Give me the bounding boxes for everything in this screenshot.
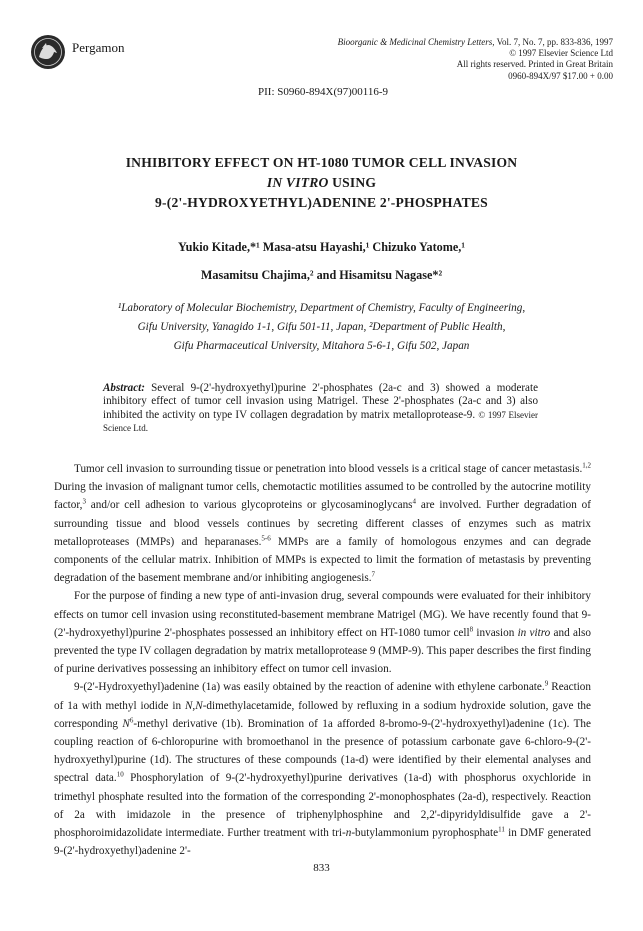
- authors: [0, 233, 643, 289]
- p3-text-i: -butylammonium pyrophosphate: [351, 827, 499, 840]
- title-italic: IN VITRO: [266, 175, 329, 190]
- affiliation-line-3: Gifu Pharmaceutical University, Mitahora 5-6-1, Gifu 502, Japan: [173, 340, 470, 352]
- title-line-2-rest: USING: [332, 175, 377, 190]
- p3-italic-e: N: [122, 717, 130, 730]
- copyright-line: © 1997 Elsevier Science Ltd: [509, 48, 613, 59]
- p2-text-a: For the purpose of finding a new type of anti-invasion drug, several compounds were evaluated for their inhibitory effects on tumor cell invasion using reconstituted-basement membrane Matrigel (MG). We have recently found that 9-(2'-hydroxyethyl)purine 2'-phosphates possessed an inhibitory effect on HT-1080 tumor cell: [54, 590, 591, 639]
- publisher-name: Pergamon: [72, 40, 125, 55]
- p3-text-g: Phosphorylation of 9-(2'-hydroxyethyl)purine derivatives (1a-d) with phosphorus oxychloride in trimethyl phosphate resulted into the formation of the corresponding 2'-monophosphates (2a-d), respectively. Reaction of 2a with imidazole in the presence of triphenylphosphine and 2,2'-dipyridyldisulfide gave a 2'-phosphoroimidazolidate intermediate. Further treatment with tri-: [54, 772, 591, 840]
- authors-line-1: Yukio Kitade,*¹ Masa-atsu Hayashi,¹ Chizuko Yatome,¹: [177, 240, 466, 254]
- rights-line: All rights reserved. Printed in Great Britain: [456, 59, 613, 70]
- p2-text-b: invasion: [473, 626, 518, 639]
- paragraph-2: [54, 587, 591, 678]
- p3-italic-c: N,N: [184, 699, 203, 712]
- p1-text-d: are involved. Further degradation of surrounding tissue and blood vessels continues by secreting different classes of enzymes such as matrix metalloproteases (MMPs) and heparanases.: [54, 499, 591, 548]
- title-line-1: INHIBITORY EFFECT ON HT-1080 TUMOR CELL INVASION: [125, 155, 518, 170]
- p3-text-d: -dimethylacetamide, followed by refluxing in a sodium hydroxide solution, gave the corresponding: [54, 699, 591, 730]
- journal-citation: [338, 37, 613, 48]
- authors-line-2: Masamitsu Chajima,² and Hisamitsu Nagase*²: [200, 268, 443, 282]
- ref-superscript: 1,2: [582, 461, 591, 470]
- ref-superscript: 7: [371, 570, 376, 579]
- p3-italic-h: n: [345, 827, 352, 840]
- pergamon-logo-icon: [30, 34, 66, 70]
- ref-superscript: 10: [116, 770, 124, 779]
- paper-title: [0, 153, 643, 213]
- ref-superscript: 11: [498, 825, 505, 834]
- p2-italic: in vitro: [517, 626, 551, 639]
- citation: Vol. 7, No. 7, pp. 833-836, 1997: [496, 37, 613, 47]
- ref-superscript: 4: [412, 497, 417, 506]
- p1-text-a: Tumor cell invasion to surrounding tissue or penetration into blood vessels is a critical stage of cancer metastasis.: [74, 463, 583, 475]
- p3-text-f: -methyl derivative (1b). Bromination of 1a afforded 8-bromo-9-(2'-hydroxyethyl)adenine (1c). The coupling reaction of 6-chloropurine with bromoethanol in the presence of potassium carbonate gave 6-chloro-9-(2'-hydroxyethyl)purine (1d). The structures of these compounds (1a-d) were identified by their elemental analyses and spectral data.: [54, 717, 591, 785]
- title-line-3: 9-(2'-HYDROXYETHYL)ADENINE 2'-PHOSPHATES: [155, 195, 488, 210]
- affiliations: [0, 299, 643, 356]
- p3-text-b: Reaction of 1a with methyl iodide in: [54, 681, 591, 712]
- affiliation-line-2: Gifu University, Yanagido 1-1, Gifu 501-11, Japan, ²Department of Public Health,: [137, 321, 506, 333]
- ref-superscript: 3: [82, 497, 86, 506]
- p3-text-j: in DMF generated 9-(2'-hydroxyethyl)adenine 2'-: [54, 827, 591, 858]
- ref-superscript: 8: [469, 625, 474, 634]
- p1-text-e: MMPs are a family of homologous enzymes and can degrade components of the cellular matrix. Inhibition of MMPs is expected to limit the formation of metastasis by preventing degradation of the basement membrane and/or inhibiting angiogenesis.: [54, 535, 591, 585]
- p3-superscript: 6: [129, 716, 134, 725]
- p1-text-c: and/or cell adhesion to various glycoproteins or glycosaminoglycans: [85, 499, 413, 512]
- p2-text-d: and also prevented the type IV collagen degradation by matrix metalloprotease 9 (MMP-9). This paper describes the first finding of purine derivatives possessing an inhibitory effect on tumor cell invasion.: [54, 626, 591, 676]
- abstract-label: Abstract:: [103, 382, 145, 394]
- title-line-2: [0, 173, 643, 193]
- body-text: [54, 460, 591, 860]
- abstract-text: Several 9-(2'-hydroxyethyl)purine 2'-phosphates (2a-c and 3) showed a moderate inhibitory effect of tumor cell invasion using Matrigel. These 2'-phosphates (2a-c and 3) also inhibited the activity on type IV collagen degradation by matrix metalloprotease-9.: [103, 382, 538, 421]
- abstract-copyright: © 1997 Elsevier Science Ltd.: [103, 409, 539, 433]
- affiliation-line-1: ¹Laboratory of Molecular Biochemistry, Department of Chemistry, Faculty of Engineering,: [117, 302, 526, 314]
- ref-superscript: 9: [544, 679, 549, 688]
- paragraph-3: [54, 678, 591, 860]
- journal-title: Bioorganic & Medicinal Chemistry Letters,: [337, 37, 495, 47]
- abstract: [103, 382, 538, 435]
- paragraph-1: [54, 460, 591, 587]
- p3-text-a: 9-(2'-Hydroxyethyl)adenine (1a) was easily obtained by the reaction of adenine with ethylene carbonate.: [74, 681, 545, 694]
- issn-price: 0960-894X/97 $17.00 + 0.00: [508, 70, 613, 81]
- ref-superscript: 5-6: [261, 534, 271, 543]
- journal-info: [338, 37, 613, 82]
- pii: PII: S0960-894X(97)00116-9: [258, 86, 389, 98]
- p1-text-b: During the invasion of malignant tumor cells, chemotactic motilities assumed to be controlled by the autocrine motility factor,: [54, 481, 591, 512]
- page-number: 833: [313, 862, 330, 874]
